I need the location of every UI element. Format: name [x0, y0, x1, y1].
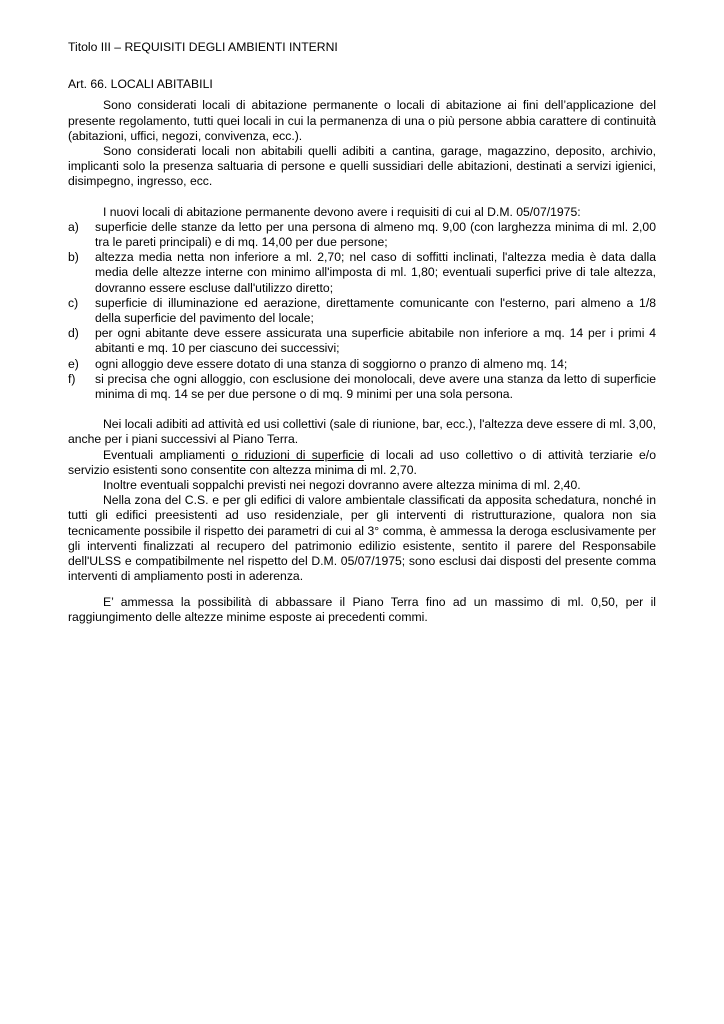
expansion-text-after: di locali ad uso collettivo o di attività terziarie e/o servizio esistenti sono consentite con altezza minima di ml. 2,70.	[68, 447, 656, 477]
requirements-intro: I nuovi locali di abitazione permanente devono avere i requisiti di cui al D.M. 05/07/1975:	[103, 204, 581, 219]
list-item-letter: b)	[68, 250, 79, 265]
spacer	[68, 585, 656, 595]
section-header: Titolo III – REQUISITI DEGLI AMBIENTI INTERNI	[68, 40, 338, 54]
list-item	[68, 220, 656, 250]
list-item	[68, 372, 656, 402]
paragraph-cs-zone: Nella zona del C.S. e per gli edifici di valore ambientale classificati da apposita schedatura, nonché in tutti gli edifici preesistenti ad uso residenziale, per gli interventi di ristrutturazione, qualora non sia tecnicamente possibile il rispetto dei parametri di cui al 3° comma, è ammessa la deroga esclusivamente per gli interventi finalizzati al recupero del patrimonio edilizio esistente, sentito il parere del Responsabile dell'ULSS e compatibilmente nel rispetto del D.M. 05/07/1975; sono esclusi dai disposti del presente comma interventi di ampliamento posti in aderenza.	[68, 493, 656, 584]
list-item	[68, 296, 656, 326]
list-item-letter: e)	[68, 356, 79, 371]
list-item	[68, 357, 656, 372]
list-item	[68, 326, 656, 356]
paragraph-mezzanine: Inoltre eventuali soppalchi previsti nei negozi dovranno avere altezza minima di ml. 2,40.	[103, 478, 581, 493]
article-title: Art. 66. LOCALI ABITABILI	[68, 77, 213, 92]
paragraph-expansion	[68, 448, 656, 478]
paragraph-collective-use: Nei locali adibiti ad attività ed usi collettivi (sale di riunione, bar, ecc.), l'altezza deve essere di ml. 3,00, anche per i piani successivi al Piano Terra.	[68, 417, 656, 447]
list-item-text: superficie delle stanze da letto per una persona di almeno mq. 9,00 (con larghezza minima di ml. 2,00 tra le pareti principali) e di mq. 14,00 per due persone;	[95, 219, 656, 250]
list-item-text: ogni alloggio deve essere dotato di una stanza di soggiorno o pranzo di almeno mq. 14;	[95, 356, 568, 371]
list-item-letter: c)	[68, 295, 79, 310]
spacer	[68, 402, 656, 417]
underlined-phrase: o riduzioni di superficie	[231, 447, 364, 462]
list-item-text: per ogni abitante deve essere assicurata una superficie abitabile non inferiore a mq. 14 per i primi 4 abitanti e mq. 10 per ciascuno dei successivi;	[95, 326, 656, 356]
list-item-letter: f)	[68, 371, 76, 386]
list-item-text: superficie di illuminazione ed aerazione, direttamente comunicante con l'esterno, pari almeno a 1/8 della superficie del pavimento del locale;	[95, 295, 656, 326]
list-item	[68, 250, 656, 296]
paragraph-habitable-definition: Sono considerati locali di abitazione permanente o locali di abitazione ai fini dell’applicazione del presente regolamento, tutti quei locali in cui la permanenza di una o più persone abbia carattere di continuità (abitazioni, uffici, negozi, convivenza, ecc.).	[68, 98, 656, 143]
list-item-text: altezza media netta non inferiore a ml. 2,70; nel caso di soffitti inclinati, l'altezza media è data dalla media delle altezze interne con minimo all'imposta di ml. 1,80; eventuali superfici prive di tale altezza, dovranno essere escluse dall'utilizzo diretto;	[95, 250, 656, 295]
requirements-list	[68, 220, 656, 402]
document-page	[68, 40, 656, 625]
list-item-letter: a)	[68, 219, 79, 234]
expansion-text-before: Eventuali ampliamenti	[103, 447, 232, 462]
spacer	[68, 190, 656, 205]
list-item-letter: d)	[68, 326, 79, 341]
list-item-text: si precisa che ogni alloggio, con esclusione dei monolocali, deve avere una stanza da letto di superficie minima di mq. 14 se per due persone o di mq. 9 minimi per una sola persona.	[95, 371, 656, 402]
paragraph-non-habitable-definition: Sono considerati locali non abitabili quelli adibiti a cantina, garage, magazzino, deposito, archivio, implicanti solo la presenza saltuaria di persone e quelli sussidiari delle abitazioni, destinati a servizi igienici, disimpegno, ingresso, ecc.	[68, 144, 656, 189]
paragraph-ground-floor: E’ ammessa la possibilità di abbassare il Piano Terra fino ad un massimo di ml. 0,50, per il raggiungimento delle altezze minime esposte ai precedenti commi.	[68, 594, 656, 624]
